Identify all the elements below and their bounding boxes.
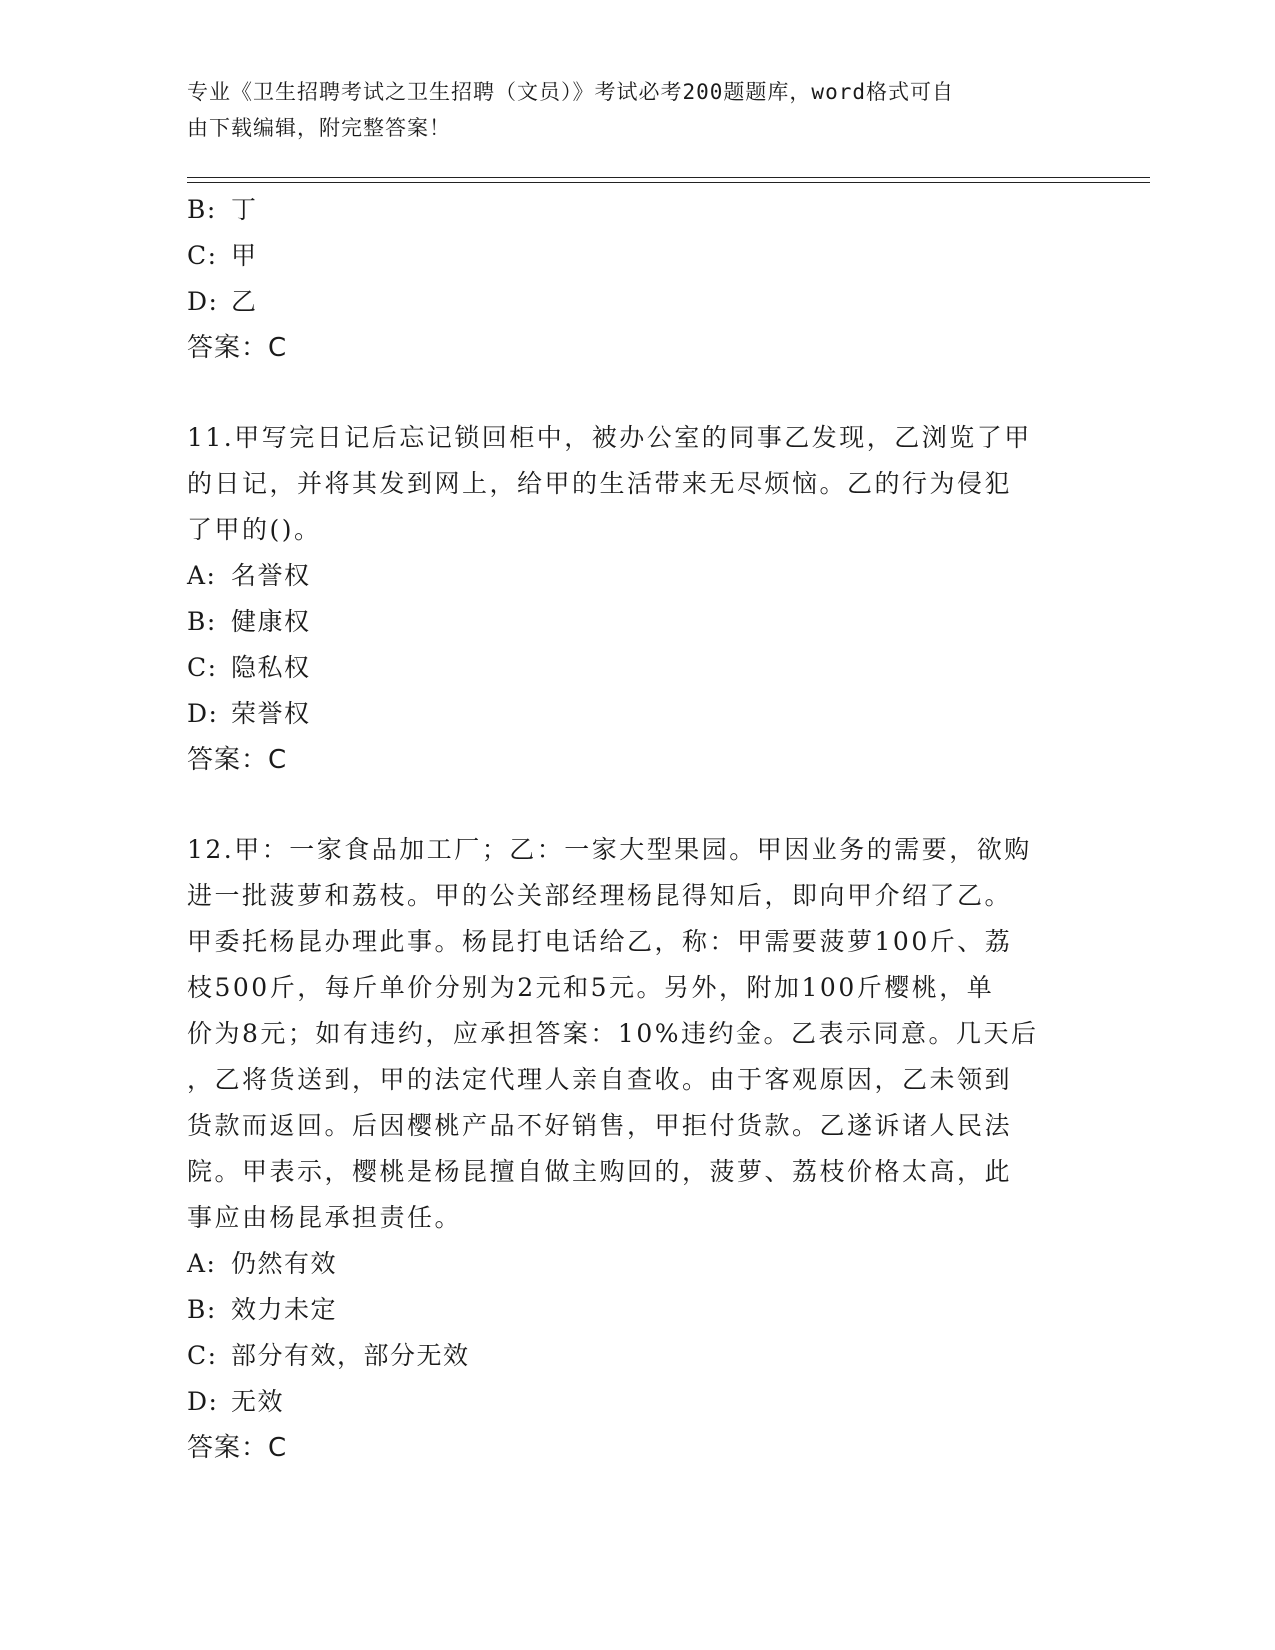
question-line: 的日记，并将其发到网上，给甲的生活带来无尽烦恼。乙的行为侵犯	[187, 469, 1013, 498]
question-list	[187, 187, 1067, 1471]
question-line: 12.甲：一家食品加工厂；乙：一家大型果园。甲因业务的需要，欲购	[187, 835, 1032, 864]
answer: 答案：C	[187, 333, 288, 363]
question-line: 价为8元；如有违约，应承担答案：10%违约金。乙表示同意。几天后	[187, 1019, 1039, 1048]
option-c: C: 隐私权	[187, 653, 311, 682]
answer: 答案：C	[187, 1433, 288, 1463]
question-line: 事应由杨昆承担责任。	[187, 1203, 463, 1232]
spacer	[187, 371, 1067, 415]
option-c: C: 甲	[187, 241, 258, 270]
question-text	[187, 415, 1067, 553]
question-11	[187, 415, 1067, 783]
question-line: 院。甲表示，樱桃是杨昆擅自做主购回的，菠萝、荔枝价格太高，此	[187, 1157, 1013, 1186]
header-line-2: 由下载编辑，附完整答案！	[187, 116, 451, 140]
option-d: D: 乙	[187, 287, 258, 316]
question-line: 枝500斤，每斤单价分别为2元和5元。另外，附加100斤樱桃，单	[187, 973, 995, 1002]
answer: 答案：C	[187, 745, 288, 775]
option-b: B: 健康权	[187, 607, 311, 636]
option-d: D: 无效	[187, 1387, 285, 1416]
question-line: 11.甲写完日记后忘记锁回柜中，被办公室的同事乙发现，乙浏览了甲	[187, 423, 1032, 452]
page-header	[187, 74, 1067, 146]
option-c: C: 部分有效，部分无效	[187, 1341, 470, 1370]
question-10-tail	[187, 187, 1067, 371]
header-line-1: 专业《卫生招聘考试之卫生招聘（文员）》考试必考200题题库，word格式可自	[187, 80, 954, 104]
question-text	[187, 827, 1067, 1241]
header-divider-top	[187, 177, 1150, 178]
spacer	[187, 783, 1067, 827]
question-line: 甲委托杨昆办理此事。杨昆打电话给乙，称：甲需要菠萝100斤、荔	[187, 927, 1013, 956]
question-line: 进一批菠萝和荔枝。甲的公关部经理杨昆得知后，即向甲介绍了乙。	[187, 881, 1013, 910]
question-line: ，乙将货送到，甲的法定代理人亲自查收。由于客观原因，乙未领到	[187, 1065, 1013, 1094]
option-d: D: 荣誉权	[187, 699, 311, 728]
question-line: 货款而返回。后因樱桃产品不好销售，甲拒付货款。乙遂诉诸人民法	[187, 1111, 1013, 1140]
question-line: 了甲的()。	[187, 515, 322, 544]
question-12	[187, 827, 1067, 1471]
option-b: B: 丁	[187, 195, 258, 224]
option-a: A: 名誉权	[187, 561, 311, 590]
option-b: B: 效力未定	[187, 1295, 338, 1324]
header-divider-bottom	[187, 182, 1150, 183]
option-a: A: 仍然有效	[187, 1249, 338, 1278]
